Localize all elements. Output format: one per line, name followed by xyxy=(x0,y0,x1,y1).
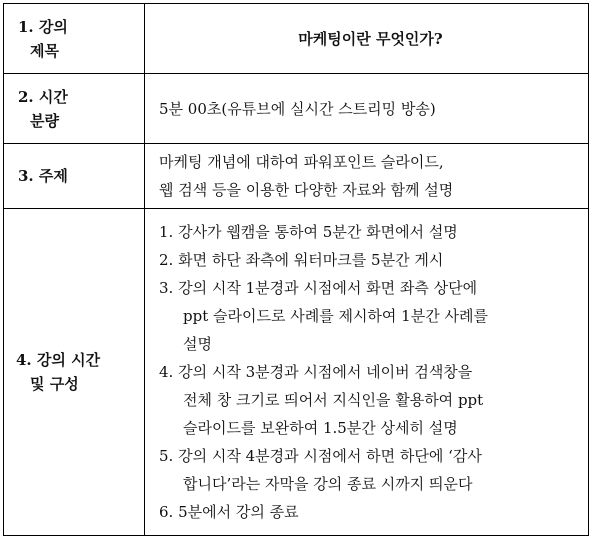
row-lecture-structure xyxy=(4,209,589,536)
item-line: ppt 슬라이드로 사례를 제시하여 1분간 사례를 xyxy=(183,307,488,325)
topic-line: 마케팅 개념에 대하여 파워포인트 슬라이드, xyxy=(159,153,444,171)
content-lecture-structure xyxy=(145,209,589,536)
topic-line: 웹 검색 등을 이용한 다양한 자료와 함께 설명 xyxy=(159,181,454,199)
label-time-length xyxy=(4,74,145,144)
item-line: 설명 xyxy=(183,335,212,353)
label-lecture-structure xyxy=(4,209,145,536)
item-line: 합니다’라는 자막을 강의 종료 시까지 띄운다 xyxy=(183,475,473,493)
label-line: 분량 xyxy=(30,111,59,130)
label-line: 제목 xyxy=(30,41,59,60)
time-length-text: 5분 00초(유튜브에 실시간 스트리밍 방송) xyxy=(159,99,436,118)
item-line: 슬라이드를 보완하여 1.5분간 상세히 설명 xyxy=(183,419,458,437)
lecture-title-text: 마케팅이란 무엇인가? xyxy=(298,29,443,48)
label-line: 4. 강의 시간 xyxy=(16,351,101,369)
label-lecture-title xyxy=(4,4,145,74)
label-line: 2. 시간 xyxy=(18,87,68,106)
structure-item-2 xyxy=(159,246,582,274)
item-line: 1. 강사가 웹캠을 통하여 5분간 화면에서 설명 xyxy=(159,223,458,241)
structure-item-1 xyxy=(159,218,582,246)
label-line: 1. 강의 xyxy=(18,17,68,36)
item-line: 4. 강의 시작 3분경과 시점에서 네이버 검색창을 xyxy=(159,363,473,381)
row-topic xyxy=(4,144,589,209)
structure-item-3 xyxy=(159,274,582,358)
item-line: 전체 창 크기로 띄어서 지식인을 활용하여 ppt xyxy=(183,391,484,409)
content-lecture-title xyxy=(145,4,589,74)
label-topic xyxy=(4,144,145,209)
row-lecture-title xyxy=(4,4,589,74)
content-time-length xyxy=(145,74,589,144)
item-line: 2. 화면 하단 좌측에 워터마크를 5분간 게시 xyxy=(159,251,444,269)
structure-item-5 xyxy=(159,442,582,498)
label-line: 3. 주제 xyxy=(18,167,68,185)
lecture-plan-table xyxy=(3,3,589,536)
item-line: 6. 5분에서 강의 종료 xyxy=(159,503,299,521)
row-time-length xyxy=(4,74,589,144)
item-line: 3. 강의 시작 1분경과 시점에서 화면 좌측 상단에 xyxy=(159,279,478,297)
item-line: 5. 강의 시작 4분경과 시점에서 하면 하단에 ‘감사 xyxy=(159,447,482,465)
content-topic xyxy=(145,144,589,209)
label-line: 및 구성 xyxy=(30,375,79,393)
structure-item-4 xyxy=(159,358,582,442)
structure-item-6 xyxy=(159,498,582,526)
